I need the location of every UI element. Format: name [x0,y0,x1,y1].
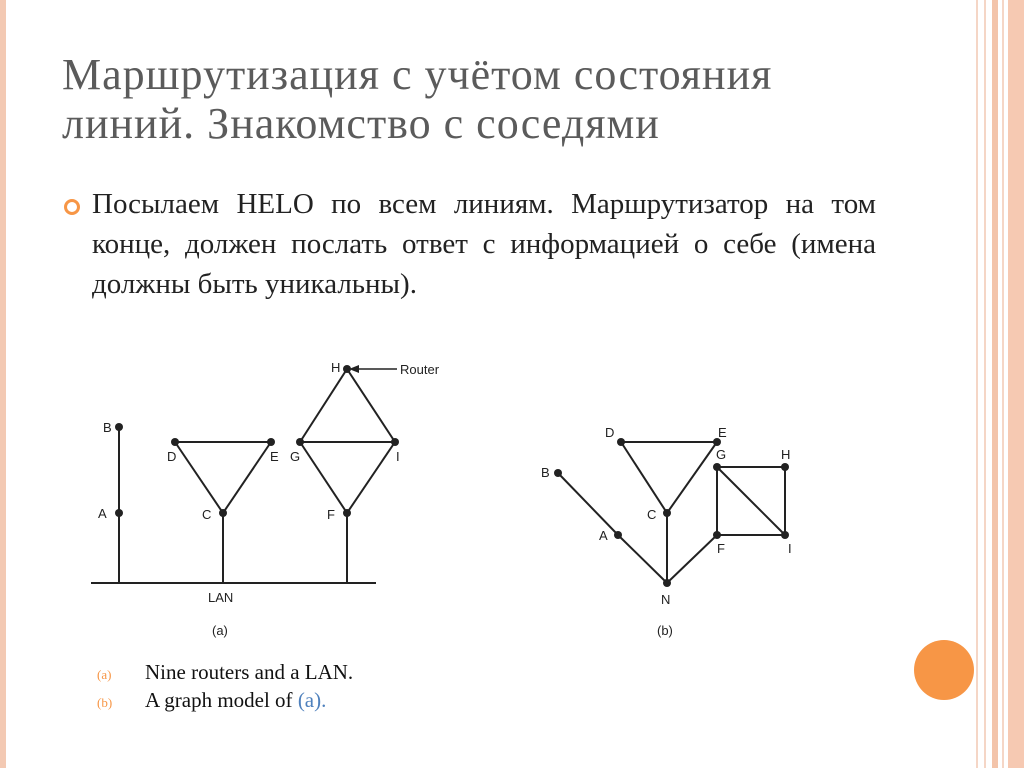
caption-text: Nine routers and a LAN. [145,660,354,684]
edge-g-i [717,467,785,535]
node-b-N [663,579,671,587]
title-line-2: линий. Знакомство с соседями [62,99,660,148]
node-b-F [713,531,721,539]
diagram-a-labels [98,360,440,638]
edge-g-f [300,442,347,513]
node-a-C [219,509,227,517]
decorative-circle [914,640,974,700]
edge-a-n [618,535,667,583]
label-b-I: I [788,541,792,556]
caption-marker: (b) [97,695,113,710]
frame-stripe [1002,0,1004,768]
node-a-I [391,438,399,446]
label-a-C: C [202,507,212,522]
label-b-D: D [605,425,615,440]
label-b-B: B [541,465,550,480]
node-a-E [267,438,275,446]
node-b-A [614,531,622,539]
label-b-C: C [647,507,657,522]
label-b-A: A [599,528,608,543]
diagram-b-nodes [554,438,789,587]
label-b-H: H [781,447,791,462]
node-b-I [781,531,789,539]
routing-diagrams [85,355,985,655]
node-b-G [713,463,721,471]
node-b-B [554,469,562,477]
label-b-F: F [717,541,725,556]
frame-stripe [0,0,6,768]
frame-stripe [992,0,998,768]
caption-item-a [97,660,353,685]
label-lan: LAN [208,590,234,605]
title-line-1: Маршрутизация с учётом состояния [62,50,773,99]
node-a-F [343,509,351,517]
bullet-text: Посылаем HELO по всем линиям. Маршрутизатор на том конце, должен послать ответ с информацией о себе (имена должны быть уникальны). [92,188,876,300]
edge-f-n [667,535,717,583]
edge-d-c [621,442,667,513]
node-b-H [781,463,789,471]
caption-text: A graph model of [145,688,298,712]
node-a-B [115,423,123,431]
node-a-A [115,509,123,517]
caption-marker: (a) [97,667,112,682]
frame-stripe [1008,0,1024,768]
node-a-H [343,365,351,373]
caption-b: (b) [657,623,673,638]
edge-h-i [347,369,395,442]
edge-i-f [347,442,395,513]
edge-e-c [667,442,717,513]
label-router: Router [400,362,440,377]
label-b-N: N [661,592,671,607]
caption-a: (a) [212,623,228,638]
bullet-circle-icon [64,199,80,215]
edge-h-g [300,369,347,442]
label-a-F: F [327,507,335,522]
label-a-I: I [396,449,400,464]
node-b-C [663,509,671,517]
edge-e-c [223,442,271,513]
caption-reference-link[interactable]: (a). [297,688,327,712]
label-b-G: G [716,447,727,462]
label-a-D: D [167,449,177,464]
label-b-E: E [718,425,727,440]
diagram-b-edges [558,442,785,583]
slide-title [62,50,942,148]
node-a-G [296,438,304,446]
label-a-A: A [98,506,107,521]
label-a-G: G [290,449,301,464]
diagram-a-edges [91,369,397,583]
caption-item-b [97,688,326,713]
label-a-H: H [331,360,341,375]
label-a-E: E [270,449,279,464]
node-a-D [171,438,179,446]
edge-b-a [558,473,618,535]
label-a-B: B [103,420,112,435]
edge-d-c [175,442,223,513]
node-b-D [617,438,625,446]
